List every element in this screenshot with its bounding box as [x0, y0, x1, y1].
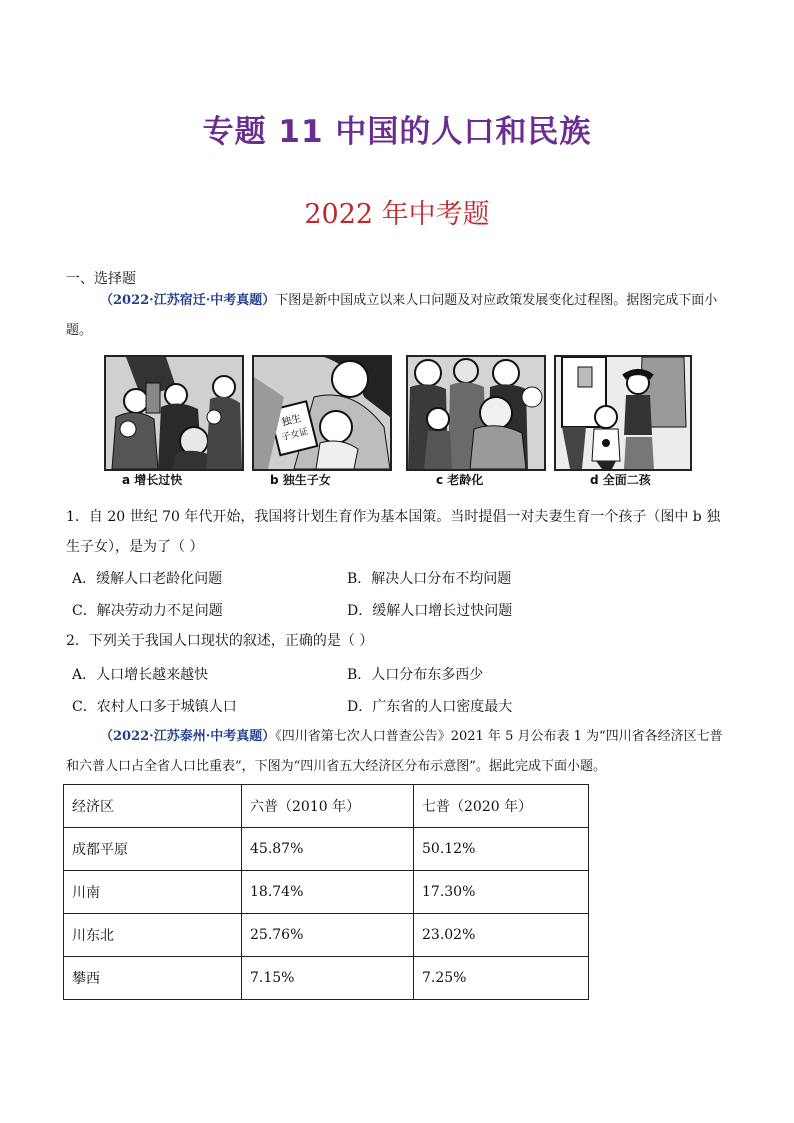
q2-option-c[interactable]: C．农村人口多于城镇人口 [72, 699, 237, 715]
table-cell: 18.74% [242, 871, 414, 914]
svg-text:子女证: 子女证 [280, 426, 310, 444]
cartoon-caption-c: c 老龄化 [436, 473, 484, 487]
q1-option-b[interactable]: B．解决人口分布不均问题 [347, 571, 512, 587]
table-header-row [64, 785, 589, 828]
cartoon-caption-d: d 全面二孩 [590, 473, 651, 487]
q1-option-c[interactable]: C．解决劳动力不足问题 [72, 603, 223, 619]
table-row [64, 957, 589, 1000]
table-cell: 攀西 [64, 957, 242, 1000]
cartoon-mother-baby-illustration [254, 357, 390, 469]
cartoon-strip [0, 355, 794, 495]
table-cell: 川南 [64, 871, 242, 914]
intro-text: 《四川省第七次人口普查公告》2021 年 5 月公布表 1 为“四川省各经济区七普和六普人口占全省人口比重表”，下图为“四川省五大经济区分布示意图”。据此完成下面小题。 [66, 729, 723, 774]
cartoon-panel-d [554, 355, 692, 471]
cartoon-panel-c [406, 355, 546, 471]
q2-option-a[interactable]: A．人口增长越来越快 [72, 667, 209, 683]
cartoon-panel-a [104, 355, 244, 471]
q2-option-b[interactable]: B．人口分布东多西少 [347, 667, 484, 683]
table-header-cell: 六普（2010 年） [242, 785, 414, 828]
table-cell: 50.12% [414, 828, 589, 871]
cartoon-caption-a: a 增长过快 [122, 473, 183, 487]
question-group-intro-1 [66, 286, 726, 346]
question-1-stem: 1．自 20 世纪 70 年代开始，我国将计划生育作为基本国策。当时提倡一对夫妻生育一个孩子（图中 b 独生子女），是为了（ ） [66, 509, 721, 555]
question-2-stem: 2．下列关于我国人口现状的叙述，正确的是（ ） [66, 633, 374, 649]
page-title: 专题 11 中国的人口和民族 [202, 114, 592, 150]
cartoon-elderly-illustration [408, 357, 544, 469]
population-share-table [63, 784, 589, 1000]
page-subtitle: 2022 年中考题 [304, 199, 490, 230]
svg-text:独生: 独生 [280, 413, 303, 429]
intro-text: 下图是新中国成立以来人口问题及对应政策发展变化过程图。据图完成下面小题。 [66, 293, 718, 338]
cartoon-crowd-illustration [106, 357, 242, 469]
table-cell: 成都平原 [64, 828, 242, 871]
section-heading: 一、选择题 [66, 271, 136, 287]
table-cell: 25.76% [242, 914, 414, 957]
q2-option-d[interactable]: D．广东省的人口密度最大 [347, 699, 513, 715]
table-row [64, 828, 589, 871]
table-cell: 23.02% [414, 914, 589, 957]
q1-option-d[interactable]: D．缓解人口增长过快问题 [347, 603, 513, 619]
table-row [64, 914, 589, 957]
table-cell: 7.15% [242, 957, 414, 1000]
question-group-intro-2 [66, 722, 726, 782]
table-cell: 7.25% [414, 957, 589, 1000]
table-cell: 川东北 [64, 914, 242, 957]
table-header-cell: 经济区 [64, 785, 242, 828]
table-header-cell: 七普（2020 年） [414, 785, 589, 828]
table-cell: 45.87% [242, 828, 414, 871]
q1-option-a[interactable]: A．缓解人口老龄化问题 [72, 571, 223, 587]
cartoon-caption-b: b 独生子女 [270, 473, 331, 487]
table-row [64, 871, 589, 914]
cartoon-family-illustration [556, 357, 690, 469]
cartoon-panel-b [252, 355, 392, 471]
source-label: （2022·江苏宿迁·中考真题） [100, 293, 276, 308]
source-label: （2022·江苏泰州·中考真题） [100, 729, 276, 744]
table-cell: 17.30% [414, 871, 589, 914]
